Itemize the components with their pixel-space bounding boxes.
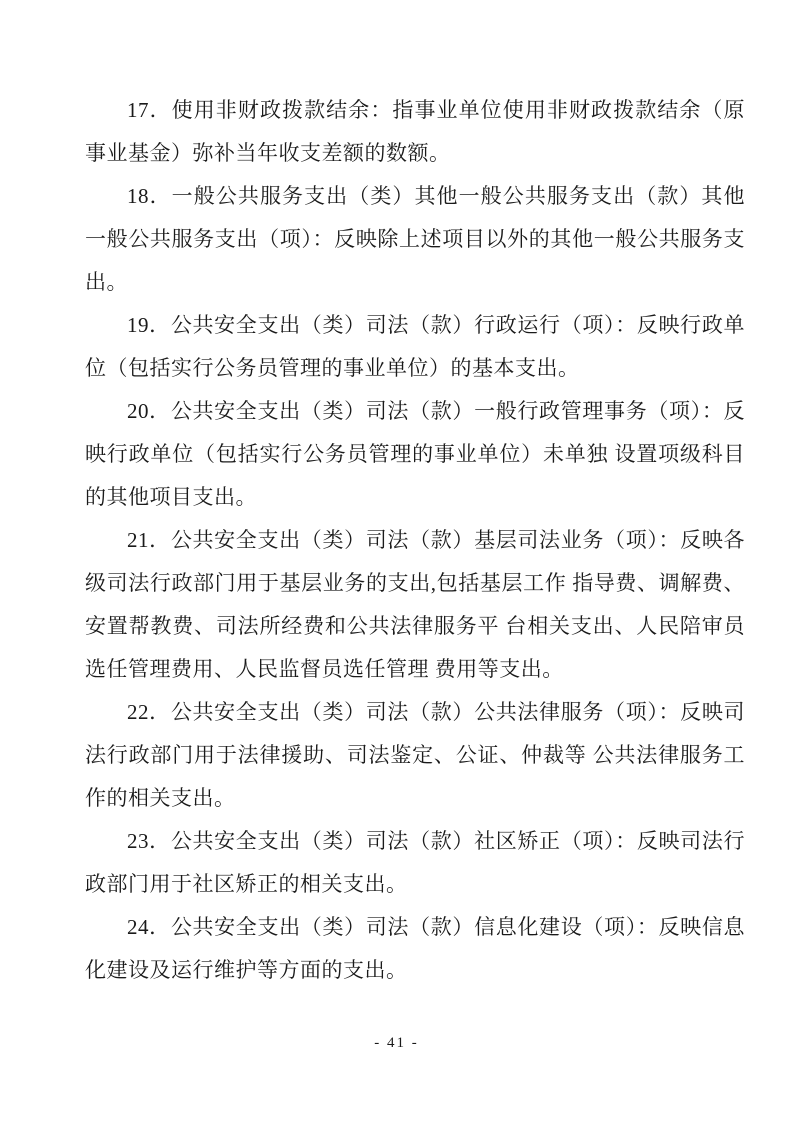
page-number: - 41 -: [374, 1035, 419, 1051]
paragraph-item-17: 17．使用非财政拨款结余：指事业单位使用非财政拨款结余（原事业基金）弥补当年收支差额的数额。: [85, 98, 745, 165]
paragraph-item-20: 20．公共安全支出（类）司法（款）一般行政管理事务（项）：反映行政单位（包括实行公务员管理的事业单位）未单独 设置项级科目的其他项目支出。: [85, 399, 745, 509]
paragraph-item-24: 24．公共安全支出（类）司法（款）信息化建设（项）：反映信息化建设及运行维护等方面的支出。: [85, 915, 745, 982]
paragraph-item-18: 18．一般公共服务支出（类）其他一般公共服务支出（款）其他一般公共服务支出（项）：反映除上述项目以外的其他一般公共服务支出。: [85, 184, 745, 294]
paragraph-item-21: 21．公共安全支出（类）司法（款）基层司法业务（项）：反映各级司法行政部门用于基层业务的支出,包括基层工作 指导费、调解费、安置帮教费、司法所经费和公共法律服务平 台相关支出、人民陪审员选任管理费用、人民监督员选任管理 费用等支出。: [85, 528, 745, 681]
paragraph-item-19: 19．公共安全支出（类）司法（款）行政运行（项）：反映行政单位（包括实行公务员管理的事业单位）的基本支出。: [85, 313, 745, 380]
paragraph-item-23: 23．公共安全支出（类）司法（款）社区矫正（项）：反映司法行政部门用于社区矫正的相关支出。: [85, 829, 745, 896]
document-body: [85, 89, 745, 992]
paragraph-item-22: 22．公共安全支出（类）司法（款）公共法律服务（项）：反映司法行政部门用于法律援助、司法鉴定、公证、仲裁等 公共法律服务工作的相关支出。: [85, 700, 745, 810]
